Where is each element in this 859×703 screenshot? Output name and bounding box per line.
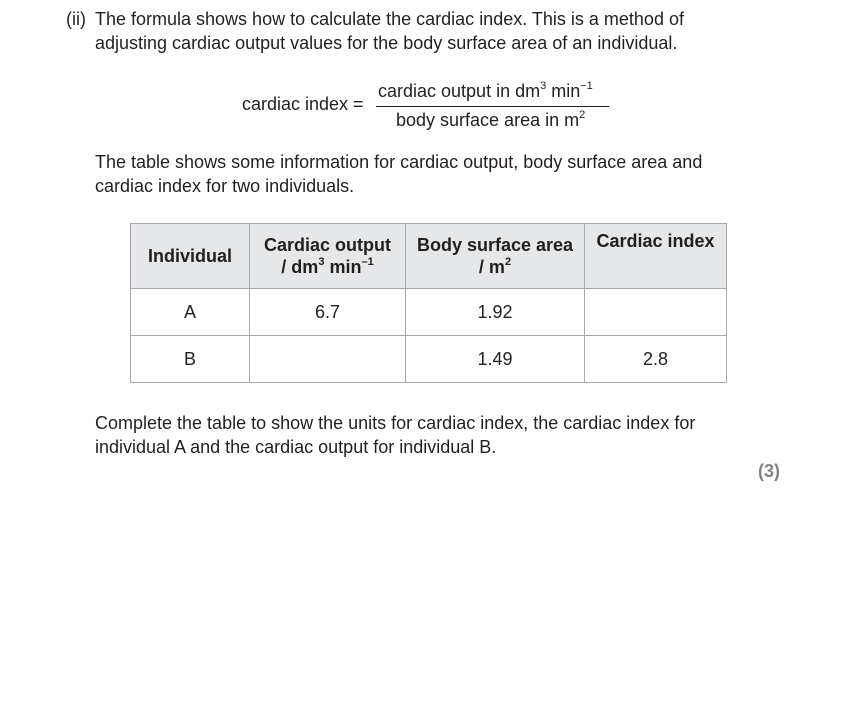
- header-cardiac-output-sup2: –1: [361, 256, 374, 268]
- formula-numerator-sup1: 3: [540, 80, 547, 92]
- cell-body-surface-area: 1.49: [406, 336, 585, 383]
- header-bsa-label: Body surface area: [416, 235, 574, 255]
- intro-line-2: adjusting cardiac output values for the body surface area of an individual.: [95, 33, 678, 53]
- formula-fraction-bar: [376, 106, 609, 107]
- cell-cardiac-output: 6.7: [250, 289, 406, 336]
- instruction-line-1: Complete the table to show the units for cardiac index, the cardiac index for: [95, 413, 696, 433]
- cell-individual: B: [131, 336, 250, 383]
- header-individual: Individual: [131, 224, 250, 289]
- table-description: [95, 150, 775, 198]
- instruction: [95, 411, 775, 459]
- table-header-row: [131, 224, 727, 289]
- header-cardiac-output-unit: [250, 256, 405, 278]
- header-cardiac-output-min: min: [324, 257, 362, 277]
- intro-line-1: The formula shows how to calculate the cardiac index. This is a method of: [95, 9, 684, 29]
- cardiac-data-table: [130, 223, 727, 383]
- marks-label: (3): [758, 461, 780, 481]
- header-bsa-unit-text: / m: [478, 257, 505, 277]
- formula-numerator: [378, 79, 593, 103]
- formula-denominator-text: body surface area in m: [396, 110, 580, 130]
- cell-individual: A: [131, 289, 250, 336]
- formula-numerator-min: min: [546, 81, 581, 101]
- table-description-line-2: cardiac index for two individuals.: [95, 176, 355, 196]
- header-cardiac-index: Cardiac index: [585, 224, 727, 289]
- table-row: [131, 336, 727, 383]
- header-bsa-unit: [406, 256, 584, 278]
- instruction-line-2: individual A and the cardiac output for individual B.: [95, 437, 497, 457]
- formula-denominator-sup: 2: [579, 109, 586, 121]
- formula-numerator-sup2: −1: [580, 80, 593, 92]
- header-cardiac-output-unit-text: / dm: [281, 257, 319, 277]
- formula-numerator-text: cardiac output in dm: [378, 81, 541, 101]
- formula-denominator: [396, 108, 585, 132]
- table-description-line-1: The table shows some information for cardiac output, body surface area and: [95, 152, 703, 172]
- header-cardiac-output-sup1: 3: [318, 256, 325, 268]
- header-cardiac-output-label: Cardiac output: [263, 235, 391, 255]
- table-row: [131, 289, 727, 336]
- header-cardiac-output: [250, 224, 406, 289]
- cell-cardiac-output-answer[interactable]: [250, 336, 406, 383]
- question-number: (ii): [66, 9, 86, 29]
- question-intro: [95, 7, 775, 55]
- cell-body-surface-area: 1.92: [406, 289, 585, 336]
- cell-cardiac-index: 2.8: [585, 336, 727, 383]
- formula-lhs: cardiac index =: [242, 94, 364, 114]
- header-bsa-sup: 2: [504, 256, 512, 268]
- header-body-surface-area: [406, 224, 585, 289]
- cell-cardiac-index-answer[interactable]: [585, 289, 727, 336]
